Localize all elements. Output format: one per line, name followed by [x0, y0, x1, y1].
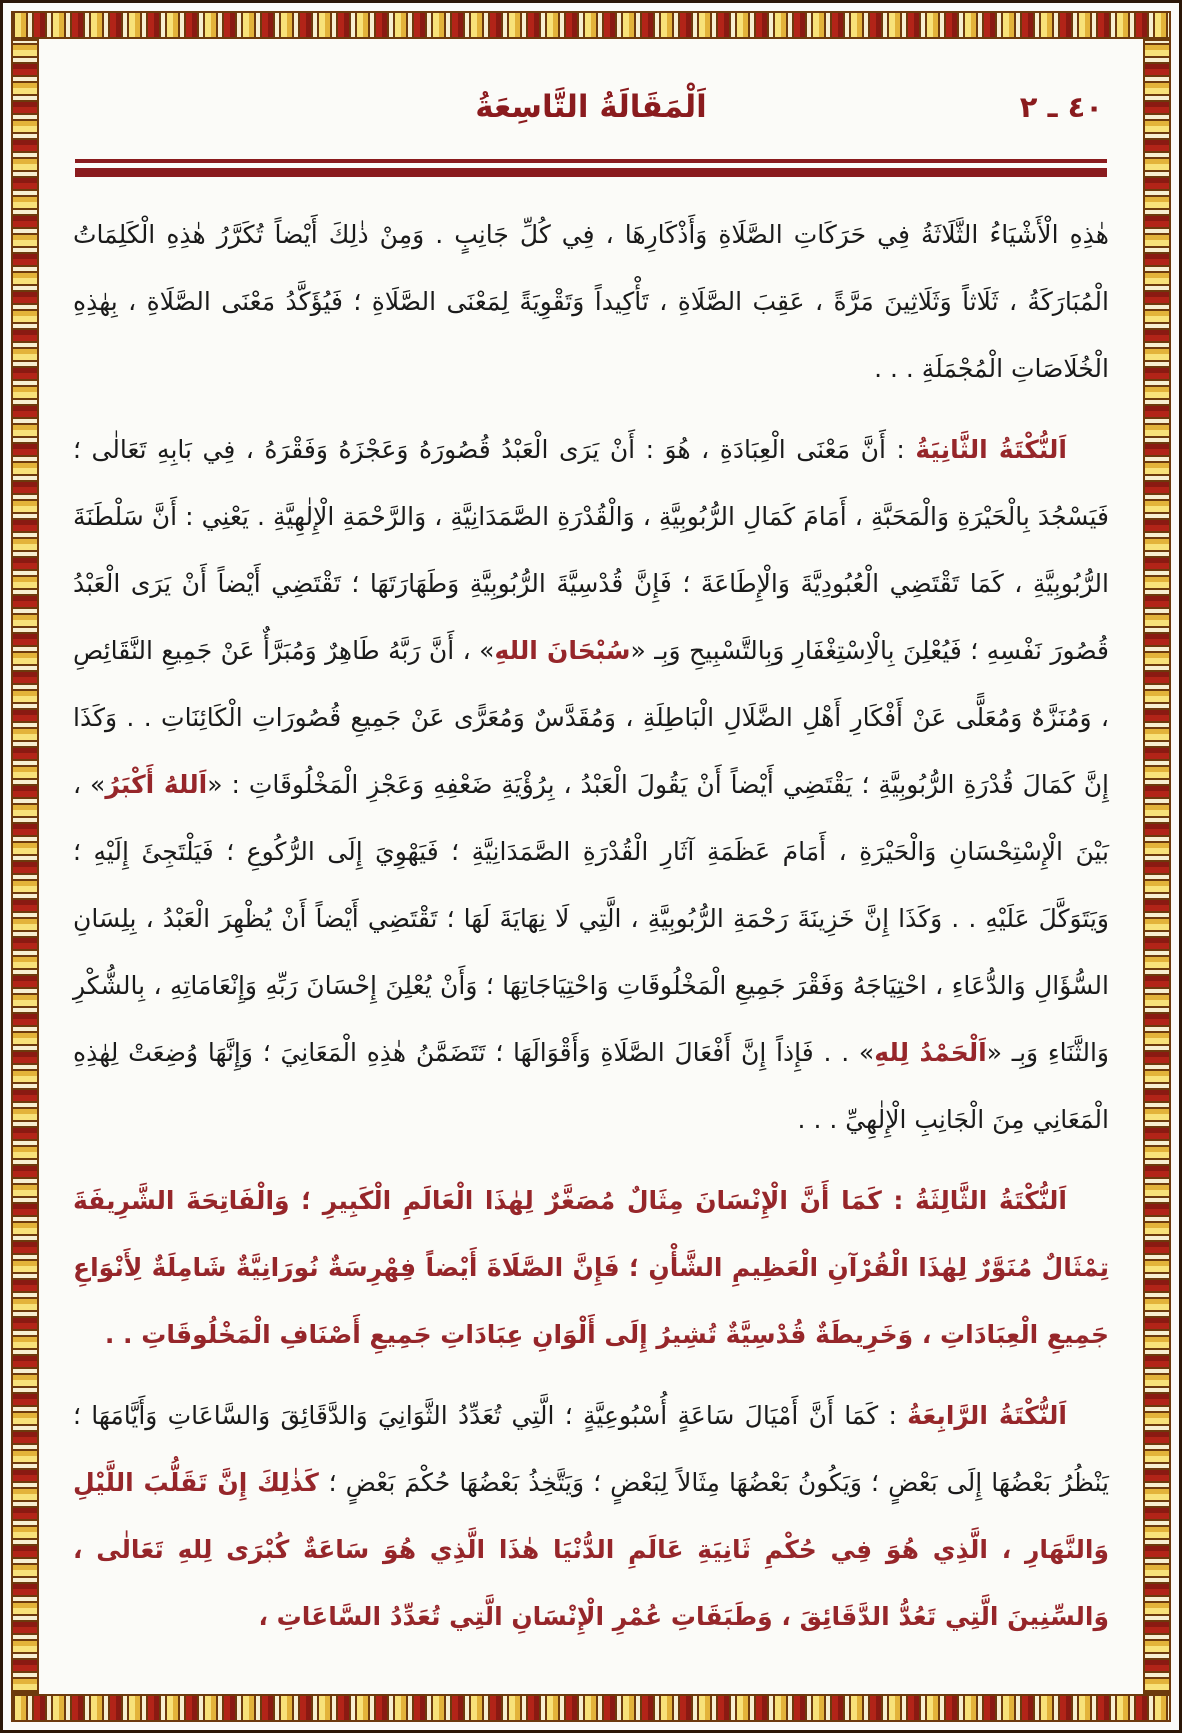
- text-segment: سُبْحَانَ اللهِ: [494, 636, 631, 665]
- text-segment: » . . فَإِذاً إِنَّ أَفْعَالَ الصَّلَاةِ وَأَقْوَالَهَا ؛ تَتَضَمَّنُ هٰذِهِ الْمَعَانِيَ ؛ وَإِنَّهَا وُضِعَتْ لِهٰذِهِ الْمَعَانِي مِنَ الْجَانِبِ الْإِلٰهِيِّ . . .: [73, 1038, 1109, 1134]
- text-segment: » ، بَيْنَ الْإِسْتِحْسَانِ وَالْحَيْرَةِ ، أَمَامَ عَظَمَةِ آثَارِ الْقُدْرَةِ الصَّمَدَانِيَّةِ ؛ فَيَهْوِيَ إِلَى الرُّكُوعِ ؛ فَيَلْتَجِئَ إِلَيْهِ ؛ وَيَتَوَكَّلَ عَلَيْهِ . . وَكَذَا إِنَّ خَزِينَةَ رَحْمَةِ الرُّبُوبِيَّةِ ، الَّتِي لَا نِهَايَةَ لَهَا ؛ تَقْتَضِي أَيْضاً أَنْ يُظْهِرَ الْعَبْدُ ، بِلِسَانِ السُّؤَالِ وَالدُّعَاءِ ، احْتِيَاجَهُ وَفَقْرَ جَمِيعِ الْمَخْلُوقَاتِ وَاحْتِيَاجَاتِهَا ؛ وَأَنْ يُعْلِنَ إِحْسَانَ رَبِّهِ وَإِنْعَامَاتِهِ ، بِالشُّكْرِ وَالثَّنَاءِ وَبِـ «: [73, 770, 1109, 1067]
- text-segment: : كَمَا أَنَّ الْإِنْسَانَ مِثَالٌ مُصَغَّرٌ لِهٰذَا الْعَالَمِ الْكَبِيرِ ؛ وَالْفَاتِحَةَ الشَّرِيفَةَ تِمْثَالٌ مُنَوَّرٌ لِهٰذَا الْقُرْآنِ الْعَظِيمِ الشَّأْنِ ؛ فَإِنَّ الصَّلَاةَ أَيْضاً فِهْرِسَةٌ نُورَانِيَّةٌ شَامِلَةٌ لِأَنْوَاعِ جَمِيعِ الْعِبَادَاتِ ، وَخَرِيطَةٌ قُدْسِيَّةٌ تُشِيرُ إِلَى أَلْوَانِ عِبَادَاتِ جَمِيعِ أَصْنَافِ الْمَخْلُوقَاتِ . .: [73, 1186, 1109, 1349]
- ornamental-border-right: [1143, 39, 1171, 1694]
- page-content: [73, 47, 1109, 1686]
- text-segment: : كَمَا أَنَّ أَمْيَالَ سَاعَةٍ أُسْبُوعِيَّةٍ ؛ الَّتِي تُعَدِّدُ الثَّوَانِيَ وَالدَّقَائِقَ وَالسَّاعَاتِ وَأَيَّامَهَا ؛ يَنْظُرُ بَعْضُهَا إِلَى بَعْضٍ ؛ وَيَكُونُ بَعْضُهَا مِثَالاً لِبَعْضٍ ؛ وَيَتَّخِذُ بَعْضُهَا حُكْمَ بَعْضٍ ؛: [73, 1401, 1109, 1497]
- page-number: ٤٠ ـ ٢: [1019, 90, 1103, 124]
- text-segment: اَلنُّكْتَةُ الرَّابِعَةُ: [907, 1401, 1067, 1430]
- text-segment: » ، أَنَّ رَبَّهُ طَاهِرٌ وَمُبَرَّأٌ عَنْ جَمِيعِ النَّقَائِصِ ، وَمُنَزَّهٌ وَمُعَلًّى عَنْ أَفْكَارِ أَهْلِ الضَّلَالِ الْبَاطِلَةِ ، وَمُقَدَّسٌ وَمُعَرًّى عَنْ جَمِيعِ قُصُورَاتِ الْكَائِنَاتِ . . وَكَذَا إِنَّ كَمَالَ قُدْرَةِ الرُّبُوبِيَّةِ ؛ يَقْتَضِي أَيْضاً أَنْ يَقُولَ الْعَبْدُ ، بِرُؤْيَةِ ضَعْفِهِ وَعَجْزِ الْمَخْلُوقَاتِ : «: [73, 636, 1110, 799]
- paragraph-2: [73, 416, 1109, 1153]
- header-divider: [75, 159, 1107, 177]
- paragraph-3: [73, 1167, 1109, 1368]
- text-segment: اَللهُ أَكْبَرُ: [105, 770, 208, 799]
- text-segment: : أَنَّ مَعْنَى الْعِبَادَةِ ، هُوَ : أَنْ يَرَى الْعَبْدُ قُصُورَهُ وَعَجْزَهُ وَفَقْرَهُ ، فِي بَابِهِ تَعَالٰى ؛ فَيَسْجُدَ بِالْحَيْرَةِ وَالْمَحَبَّةِ ، أَمَامَ كَمَالِ الرُّبُوبِيَّةِ ، وَالْقُدْرَةِ الصَّمَدَانِيَّةِ ، وَالرَّحْمَةِ الْإِلٰهِيَّةِ . يَعْنِي : أَنَّ سَلْطَنَةَ الرُّبُوبِيَّةِ ، كَمَا تَقْتَضِي الْعُبُودِيَّةَ وَالْإِطَاعَةَ ؛ فَإِنَّ قُدْسِيَّةَ الرُّبُوبِيَّةِ وَطَهَارَتَهَا ؛ تَقْتَضِي أَيْضاً أَنْ يَرَى الْعَبْدُ قُصُورَ نَفْسِهِ ؛ فَيُعْلِنَ بِالْاِسْتِغْفَارِ وَبِالتَّسْبِيحِ وَبِـ «: [73, 435, 1109, 665]
- text-segment: هٰذِهِ الْأَشْيَاءُ الثَّلَاثَةُ فِي حَرَكَاتِ الصَّلَاةِ وَأَذْكَارِهَا ، فِي كُلِّ جَانِبٍ . وَمِنْ ذٰلِكَ أَيْضاً تُكَرَّرُ هٰذِهِ الْكَلِمَاتُ الْمُبَارَكَةُ ، ثَلَاثاً وَثَلَاثِينَ مَرَّةً ، عَقِبَ الصَّلَاةِ ، تَأْكِيداً وَتَقْوِيَةً لِمَعْنَى الصَّلَاةِ ؛ فَيُؤَكَّدُ مَعْنَى الصَّلَاةِ ، بِهٰذِهِ الْخُلَاصَاتِ الْمُجْمَلَةِ . . .: [73, 220, 1109, 383]
- text-segment: كَذٰلِكَ إِنَّ تَقَلُّبَ اللَّيْلِ وَالنَّهَارِ ، الَّذِي هُوَ فِي حُكْمِ ثَانِيَةِ عَالَمِ الدُّنْيَا هٰذَا الَّذِي هُوَ سَاعَةٌ كُبْرَى لِلهِ تَعَالٰى ، وَالسِّنِينَ الَّتِي تَعُدُّ الدَّقَائِقَ ، وَطَبَقَاتِ عُمْرِ الْإِنْسَانِ الَّتِي تُعَدِّدُ السَّاعَاتِ ،: [73, 1468, 1109, 1631]
- divider-thick-line: [75, 168, 1107, 177]
- ornamental-border-left: [11, 39, 39, 1694]
- text-segment: اَلْحَمْدُ لِلهِ: [874, 1038, 987, 1067]
- ornamental-border-bottom: [11, 1694, 1171, 1722]
- page-header: [73, 75, 1109, 139]
- page-title: اَلْمَقَالَةُ التَّاسِعَةُ: [475, 89, 707, 125]
- text-segment: اَلنُّكْتَةُ الثَّالِثَةُ: [915, 1186, 1068, 1215]
- divider-thin-line: [75, 159, 1107, 163]
- body-text: [73, 201, 1109, 1650]
- text-segment: اَلنُّكْتَةُ الثَّانِيَةُ: [915, 435, 1067, 464]
- paragraph-4: [73, 1382, 1109, 1650]
- paragraph-1: [73, 201, 1109, 402]
- ornamental-border-top: [11, 11, 1171, 39]
